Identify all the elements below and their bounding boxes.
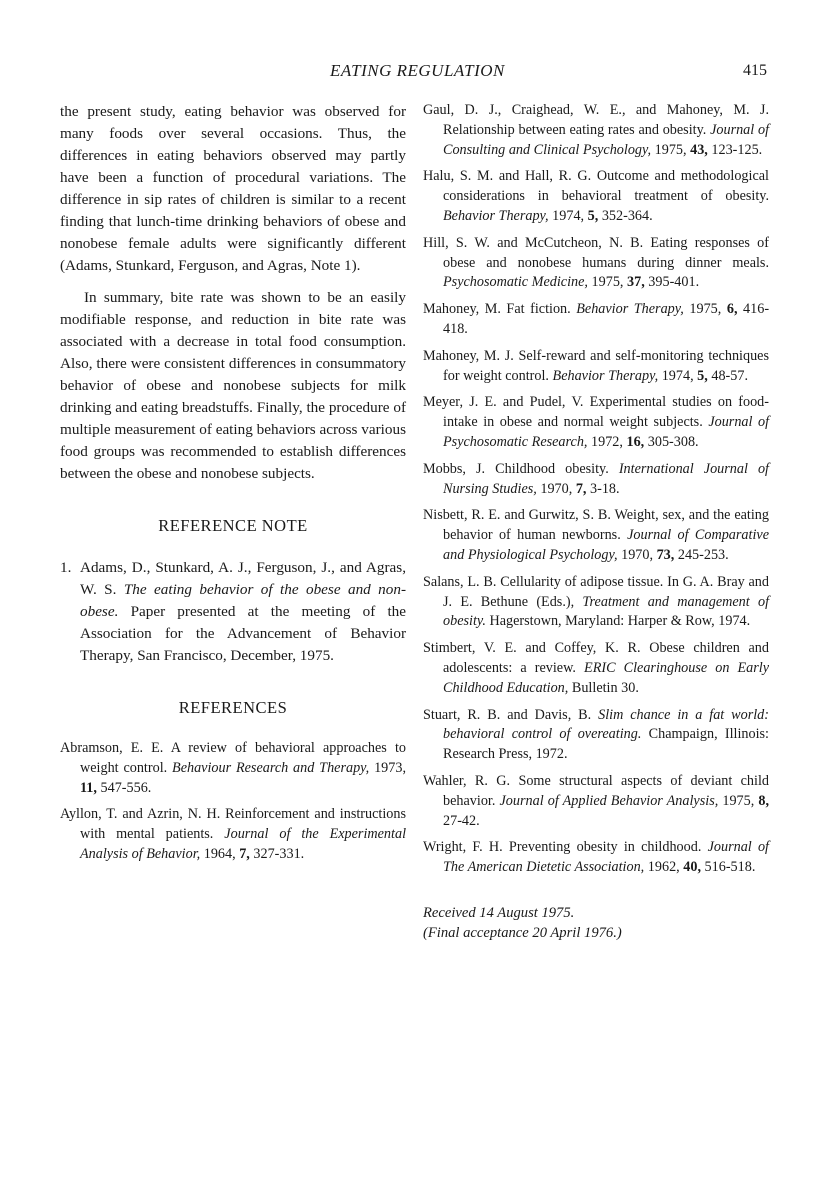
reference-entry: Mobbs, J. Childhood obesity. International Journal of Nursing Studies, 1970, 7, 3-18. (423, 460, 770, 497)
reference-entry: Mahoney, M. J. Self-reward and self-monitoring techniques for weight control. Behavior Therapy, 1974, 5, 48-57. (423, 347, 769, 384)
page-number: 415 (743, 62, 767, 79)
reference-entry: Stuart, R. B. and Davis, B. Slim chance in a fat world: behavioral control of overeating. Champaign, Illinois: Research Press, 1972. (423, 706, 770, 763)
reference-note-heading: REFERENCE NOTE (158, 516, 308, 535)
reference-entry: Wright, F. H. Preventing obesity in childhood. Journal of The American Dietetic Association, 1962, 40, 516-518. (423, 839, 770, 876)
reference-entry: Gaul, D. J., Craighead, W. E., and Mahoney, M. J. Relationship between eating rates and obesity. Journal of Consulting and Clinical Psychology, 1975, 43, 123-125. (423, 102, 770, 158)
running-header: EATING REGULATION (330, 61, 505, 80)
reference-entry: Hill, S. W. and McCutcheon, N. B. Eating responses of obese and nonobese humans during dinner meals. Psychosomatic Medicine, 1975, 37, 395-401. (423, 234, 769, 291)
body-paragraph: In summary, bite rate was shown to be an easily modifiable response, and reduction in bite rate was associated with a decrease in total food consumption. Also, there were consistent differences in consummatory behavior of obese and nonobese subjects for milk drinking and eating breadstuffs. Finally, the procedure of multiple measurement of eating behaviors across various food groups was recommended to establish differences between the obese and nonobese subjects. (60, 289, 406, 482)
reference-entry: Halu, S. M. and Hall, R. G. Outcome and methodological considerations in behavioral treatment of obesity. Behavior Therapy, 1974, 5, 352-364. (423, 168, 769, 224)
reference-note-item (60, 557, 406, 667)
references-heading: REFERENCES (178, 698, 288, 717)
reference-entry: Meyer, J. E. and Pudel, V. Experimental studies on food-intake in obese and normal weight subjects. Journal of Psychosomatic Research, 1972, 16, 305-308. (423, 394, 770, 450)
received-date: Received 14 August 1975. (423, 904, 575, 921)
reference-entry: Ayllon, T. and Azrin, N. H. Reinforcement and instructions with mental patients. Journal of the Experimental Analysis of Behavior, 1964, 7, 327-331. (60, 806, 407, 862)
reference-entry: Mahoney, M. Fat fiction. Behavior Therapy, 1975, 6, 416-418. (423, 301, 770, 337)
reference-note-number: 1. (60, 559, 72, 576)
reference-entry: Stimbert, V. E. and Coffey, K. R. Obese children and adolescents: a review. ERIC Clearinghouse on Early Childhood Education, Bulletin 30. (423, 640, 769, 696)
reference-entry: Nisbett, R. E. and Gurwitz, S. B. Weight, sex, and the eating behavior of human newborns. Journal of Comparative and Physiological Psychology, 1970, 73, 245-253. (423, 507, 769, 563)
left-column (60, 101, 406, 872)
right-column (423, 101, 769, 943)
reference-entry: Salans, L. B. Cellularity of adipose tissue. In G. A. Bray and J. E. Bethune (Eds.), Treatment and management of obesity. Hagerstown, Maryland: Harper & Row, 1974. (423, 573, 770, 630)
reference-note-text: Adams, D., Stunkard, A. J., Ferguson, J., and Agras, W. S. The eating behavior of the obese and non-obese. Paper presented at the meeting of the Association for the Advancement of Behavior Therapy, San Francisco, December, 1975. (80, 559, 407, 664)
final-acceptance-date: (Final acceptance 20 April 1976.) (423, 924, 622, 941)
reference-entry: Abramson, E. E. A review of behavioral approaches to weight control. Behaviour Research and Therapy, 1973, 11, 547-556. (60, 740, 406, 796)
body-paragraph: the present study, eating behavior was observed for many foods over several occasions. Thus, the differences in eating behaviors observed may partly have been a function of procedural variations. The difference in sip rates of children is similar to a recent finding that lunch-time drinking behaviors of obese and nonobese female adults were significantly different (Adams, Stunkard, Ferguson, and Agras, Note 1). (60, 103, 406, 274)
reference-entry: Wahler, R. G. Some structural aspects of deviant child behavior. Journal of Applied Behavior Analysis, 1975, 8, 27-42. (423, 772, 770, 829)
